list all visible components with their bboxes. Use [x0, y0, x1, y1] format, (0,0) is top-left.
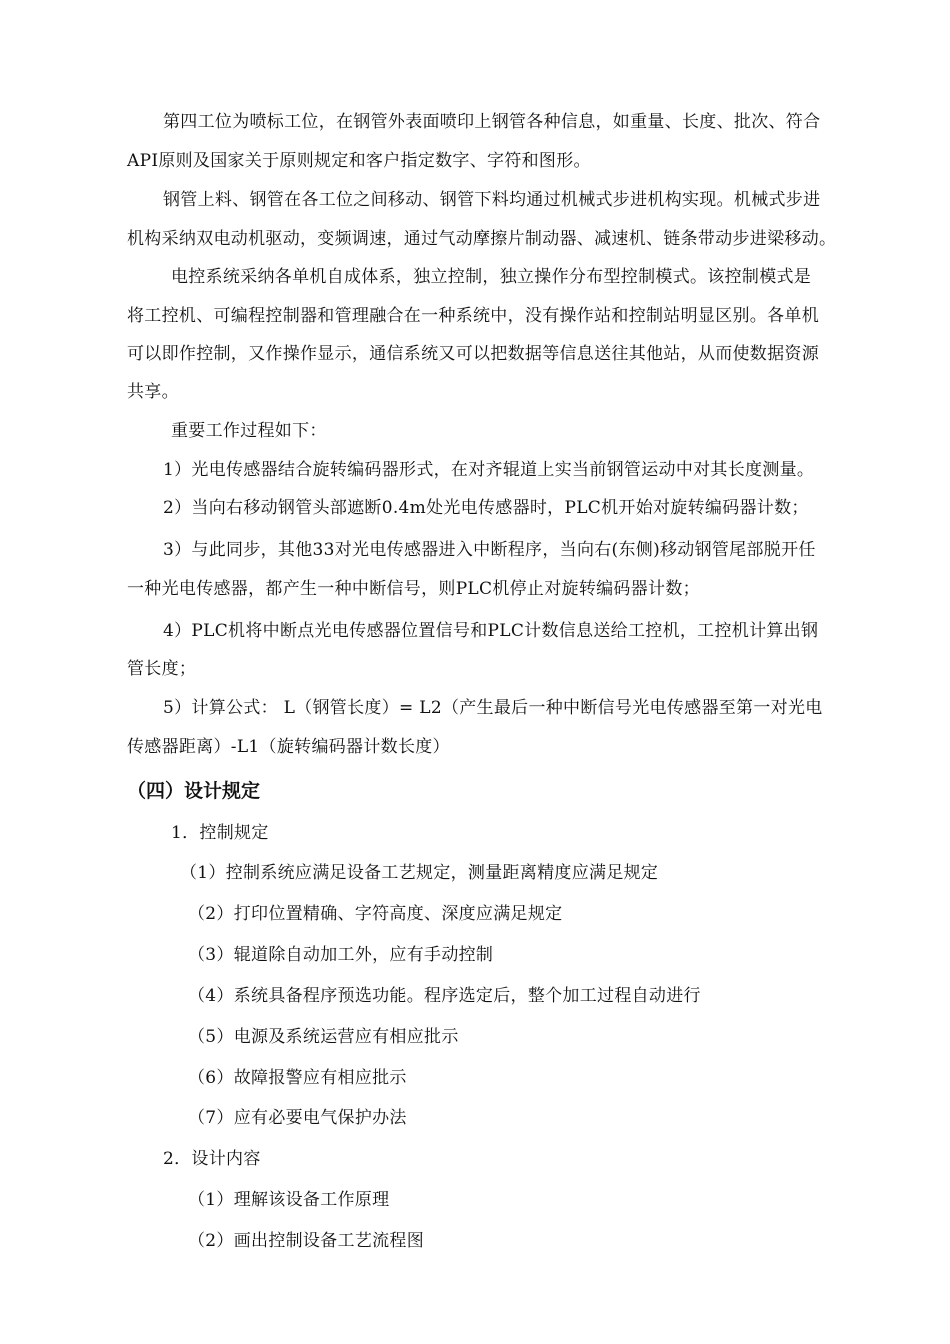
subsection-heading: 2．设计内容	[163, 1149, 261, 1169]
paragraph-text-line: 钢管上料、钢管在各工位之间移动、钢管下料均通过机械式步进机构实现。机械式步进	[163, 190, 821, 210]
paragraph-text-line: 可以即作控制，又作操作显示，通信系统又可以把数据等信息送往其他站，从而使数据资源	[127, 344, 819, 364]
requirement-item: （3）辊道除自动加工外，应有手动控制	[188, 945, 494, 965]
requirement-item: （6）故障报警应有相应批示	[188, 1068, 407, 1088]
paragraph-text-line: 机构采纳双电动机驱动，变频调速，通过气动摩擦片制动器、减速机、链条带动步进梁移动。	[127, 229, 837, 249]
step-item-continuation: 一种光电传感器，都产生一种中断信号，则PLC机停止对旋转编码器计数；	[127, 579, 700, 599]
requirement-item: （5）电源及系统运营应有相应批示	[188, 1027, 459, 1047]
requirement-item: （1）控制系统应满足设备工艺规定，测量距离精度应满足规定	[180, 863, 659, 883]
section-heading: （四）设计规定	[127, 780, 261, 802]
design-item: （2）画出控制设备工艺流程图	[188, 1231, 425, 1251]
paragraph-text-line: 电控系统采纳各单机自成体系，独立控制，独立操作分布型控制模式。该控制模式是	[171, 267, 812, 287]
requirement-item: （2）打印位置精确、字符高度、深度应满足规定	[188, 904, 563, 924]
requirement-item: （4）系统具备程序预选功能。程序选定后，整个加工过程自动进行	[188, 986, 701, 1006]
subsection-heading: 1．控制规定	[171, 823, 269, 843]
step-item-continuation: 管长度；	[127, 659, 197, 679]
paragraph-text-line: API原则及国家关于原则规定和客户指定数字、字符和图形。	[127, 151, 591, 171]
paragraph-text-line: 第四工位为喷标工位，在钢管外表面喷印上钢管各种信息，如重量、长度、批次、符合	[163, 112, 821, 132]
step-item: 4）PLC机将中断点光电传感器位置信号和PLC计数信息送给工控机，工控机计算出钢	[163, 621, 819, 641]
step-item: 3）与此同步，其他33对光电传感器进入中断程序，当向右(东侧)移动钢管尾部脱开任	[163, 540, 816, 560]
paragraph-text-line: 将工控机、可编程控制器和管理融合在一种系统中，没有操作站和控制站明显区别。各单机	[127, 306, 819, 326]
step-item: 1）光电传感器结合旋转编码器形式，在对齐辊道上实当前钢管运动中对其长度测量。	[163, 460, 815, 480]
paragraph-text-line: 共享。	[127, 382, 179, 402]
step-item: 2）当向右移动钢管头部遮断0.4m处光电传感器时，PLC机开始对旋转编码器计数；	[163, 498, 809, 518]
step-item: 5）计算公式： L（钢管长度）= L2（产生最后一种中断信号光电传感器至第一对光电	[163, 698, 823, 718]
paragraph-text-line: 重要工作过程如下：	[171, 421, 327, 441]
requirement-item: （7）应有必要电气保护办法	[188, 1108, 407, 1128]
step-item-continuation: 传感器距离）-L1（旋转编码器计数长度）	[127, 737, 450, 757]
design-item: （1）理解该设备工作原理	[188, 1190, 390, 1210]
